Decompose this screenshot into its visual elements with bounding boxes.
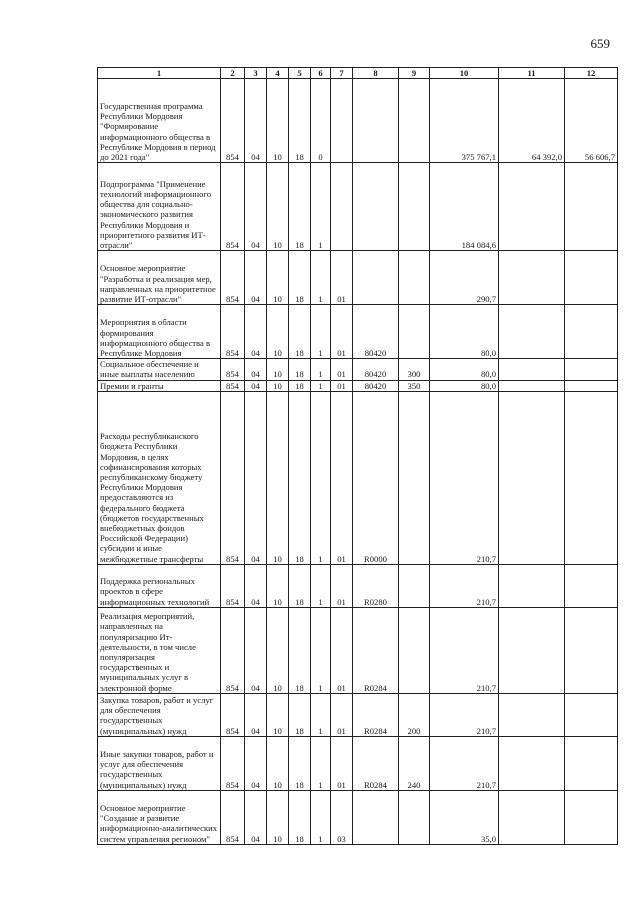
cell-col-3: 04 [245, 251, 267, 305]
table-row [98, 305, 618, 359]
cell-col-3: 04 [245, 79, 267, 163]
cell-col-8 [353, 163, 399, 251]
cell-col-12 [565, 564, 618, 607]
cell-col-9 [399, 564, 430, 607]
cell-col-7: 01 [331, 305, 353, 359]
cell-col-2: 854 [221, 790, 245, 844]
table-row [98, 564, 618, 607]
cell-col-2: 854 [221, 79, 245, 163]
cell-col-9 [399, 305, 430, 359]
cell-col-12: 56 606,7 [565, 79, 618, 163]
cell-col-10: 210,7 [430, 736, 499, 790]
table-row [98, 79, 618, 163]
cell-col-4: 10 [267, 391, 289, 564]
column-header-10: 10 [430, 68, 499, 79]
cell-col-2: 854 [221, 607, 245, 693]
cell-col-3: 04 [245, 790, 267, 844]
cell-col-4: 10 [267, 251, 289, 305]
column-header-1: 1 [98, 68, 221, 79]
cell-col-10: 35,0 [430, 790, 499, 844]
column-header-3: 3 [245, 68, 267, 79]
cell-col-6: 1 [311, 380, 331, 391]
cell-col-12 [565, 607, 618, 693]
cell-col-3: 04 [245, 163, 267, 251]
cell-col-4: 10 [267, 736, 289, 790]
row-name-cell: Основное мероприятие "Разработка и реализация мер, направленных на приоритетное развитие ИТ-отрасли" [98, 251, 221, 305]
cell-col-11: 64 392,0 [499, 79, 565, 163]
cell-col-10: 80,0 [430, 380, 499, 391]
cell-col-4: 10 [267, 380, 289, 391]
cell-col-8: R0284 [353, 736, 399, 790]
cell-col-2: 854 [221, 305, 245, 359]
row-name-cell: Основное мероприятие "Создание и развитие информационно-аналитических систем управления регионом" [98, 790, 221, 844]
cell-col-2: 854 [221, 380, 245, 391]
cell-col-5: 18 [289, 790, 311, 844]
cell-col-7: 01 [331, 359, 353, 380]
cell-col-4: 10 [267, 359, 289, 380]
cell-col-5: 18 [289, 607, 311, 693]
cell-col-5: 18 [289, 251, 311, 305]
cell-col-7: 01 [331, 251, 353, 305]
row-name-cell: Реализация мероприятий, направленных на популяризацию Ит-деятельности, в том числе популяризация государственных и муниципальных услуг в электронной форме [98, 607, 221, 693]
page-number: 659 [590, 36, 610, 51]
cell-col-7: 01 [331, 736, 353, 790]
cell-col-11 [499, 693, 565, 736]
cell-col-10: 375 767,1 [430, 79, 499, 163]
cell-col-7 [331, 79, 353, 163]
cell-col-7: 01 [331, 391, 353, 564]
cell-col-6: 1 [311, 736, 331, 790]
cell-col-10: 290,7 [430, 251, 499, 305]
cell-col-3: 04 [245, 607, 267, 693]
cell-col-12 [565, 251, 618, 305]
cell-col-10: 210,7 [430, 607, 499, 693]
table-row [98, 391, 618, 564]
column-header-12: 12 [565, 68, 618, 79]
table-row [98, 251, 618, 305]
cell-col-4: 10 [267, 564, 289, 607]
header-row [98, 68, 618, 79]
cell-col-11 [499, 607, 565, 693]
cell-col-7 [331, 163, 353, 251]
column-header-6: 6 [311, 68, 331, 79]
cell-col-5: 18 [289, 359, 311, 380]
cell-col-2: 854 [221, 736, 245, 790]
cell-col-3: 04 [245, 305, 267, 359]
cell-col-5: 18 [289, 305, 311, 359]
cell-col-10: 210,7 [430, 693, 499, 736]
row-name-cell: Закупка товаров, работ и услуг для обеспечения государственных (муниципальных) нужд [98, 693, 221, 736]
cell-col-5: 18 [289, 693, 311, 736]
cell-col-9 [399, 79, 430, 163]
cell-col-4: 10 [267, 693, 289, 736]
table-row [98, 693, 618, 736]
cell-col-7: 03 [331, 790, 353, 844]
cell-col-10: 210,7 [430, 564, 499, 607]
cell-col-8: R0000 [353, 391, 399, 564]
cell-col-8: R0284 [353, 693, 399, 736]
column-header-5: 5 [289, 68, 311, 79]
cell-col-6: 1 [311, 305, 331, 359]
cell-col-5: 18 [289, 79, 311, 163]
cell-col-5: 18 [289, 380, 311, 391]
cell-col-12 [565, 693, 618, 736]
cell-col-2: 854 [221, 163, 245, 251]
cell-col-10: 80,0 [430, 305, 499, 359]
cell-col-9: 300 [399, 359, 430, 380]
cell-col-10: 210,7 [430, 391, 499, 564]
row-name-cell: Подпрограмма "Применение технологий информационного общества для социально-экономического развития Республики Мордовия и приоритетного развития ИТ-отрасли" [98, 163, 221, 251]
budget-table [97, 67, 618, 845]
cell-col-6: 1 [311, 163, 331, 251]
column-header-9: 9 [399, 68, 430, 79]
cell-col-8 [353, 251, 399, 305]
cell-col-9 [399, 607, 430, 693]
column-header-2: 2 [221, 68, 245, 79]
cell-col-8: 80420 [353, 380, 399, 391]
cell-col-10: 80,0 [430, 359, 499, 380]
cell-col-12 [565, 790, 618, 844]
column-header-8: 8 [353, 68, 399, 79]
cell-col-8: 80420 [353, 359, 399, 380]
cell-col-4: 10 [267, 790, 289, 844]
cell-col-9 [399, 790, 430, 844]
row-name-cell: Государственная программа Республики Мордовия "Формирование информационного общества в Республике Мордовия в период до 2021 года" [98, 79, 221, 163]
cell-col-12 [565, 736, 618, 790]
row-name-cell: Социальное обеспечение и иные выплаты населению [98, 359, 221, 380]
row-name-cell: Расходы республиканского бюджета Республики Мордовия, в целях софинансирования которых республиканскому бюджету Республики Мордовия предоставляются из федерального бюджета (бюджетов государственных внебюджетных фондов Российской Федерации) субсидии и иные межбюджетные трансферты [98, 391, 221, 564]
cell-col-4: 10 [267, 607, 289, 693]
cell-col-8 [353, 79, 399, 163]
table-row [98, 736, 618, 790]
cell-col-9 [399, 391, 430, 564]
cell-col-12 [565, 163, 618, 251]
table-row [98, 380, 618, 391]
cell-col-11 [499, 305, 565, 359]
cell-col-2: 854 [221, 359, 245, 380]
cell-col-11 [499, 163, 565, 251]
cell-col-11 [499, 380, 565, 391]
cell-col-8: 80420 [353, 305, 399, 359]
cell-col-11 [499, 790, 565, 844]
cell-col-12 [565, 359, 618, 380]
cell-col-5: 18 [289, 163, 311, 251]
row-name-cell: Премии и гранты [98, 380, 221, 391]
column-header-7: 7 [331, 68, 353, 79]
cell-col-8 [353, 790, 399, 844]
cell-col-3: 04 [245, 380, 267, 391]
cell-col-2: 854 [221, 693, 245, 736]
cell-col-9 [399, 163, 430, 251]
cell-col-8: R0284 [353, 607, 399, 693]
cell-col-11 [499, 391, 565, 564]
column-header-11: 11 [499, 68, 565, 79]
cell-col-10: 184 084,6 [430, 163, 499, 251]
cell-col-5: 18 [289, 736, 311, 790]
cell-col-3: 04 [245, 736, 267, 790]
cell-col-6: 1 [311, 391, 331, 564]
cell-col-12 [565, 305, 618, 359]
row-name-cell: Поддержка региональных проектов в сфере информационных технологий [98, 564, 221, 607]
cell-col-4: 10 [267, 305, 289, 359]
table-body [98, 79, 618, 845]
cell-col-12 [565, 380, 618, 391]
cell-col-9 [399, 251, 430, 305]
cell-col-3: 04 [245, 564, 267, 607]
cell-col-11 [499, 359, 565, 380]
table-row [98, 359, 618, 380]
cell-col-7: 01 [331, 380, 353, 391]
cell-col-6: 1 [311, 359, 331, 380]
table-row [98, 790, 618, 844]
cell-col-4: 10 [267, 163, 289, 251]
cell-col-11 [499, 564, 565, 607]
row-name-cell: Иные закупки товаров, работ и услуг для обеспечения государственных (муниципальных) нужд [98, 736, 221, 790]
cell-col-7: 01 [331, 564, 353, 607]
cell-col-12 [565, 391, 618, 564]
cell-col-11 [499, 251, 565, 305]
cell-col-7: 01 [331, 607, 353, 693]
cell-col-3: 04 [245, 693, 267, 736]
cell-col-2: 854 [221, 251, 245, 305]
cell-col-11 [499, 736, 565, 790]
cell-col-6: 1 [311, 790, 331, 844]
cell-col-6: 1 [311, 693, 331, 736]
cell-col-5: 18 [289, 391, 311, 564]
cell-col-2: 854 [221, 564, 245, 607]
cell-col-6: 1 [311, 564, 331, 607]
cell-col-8: R0280 [353, 564, 399, 607]
cell-col-6: 1 [311, 607, 331, 693]
cell-col-3: 04 [245, 359, 267, 380]
cell-col-2: 854 [221, 391, 245, 564]
cell-col-9: 240 [399, 736, 430, 790]
cell-col-6: 1 [311, 251, 331, 305]
cell-col-5: 18 [289, 564, 311, 607]
table-row [98, 163, 618, 251]
column-header-4: 4 [267, 68, 289, 79]
cell-col-3: 04 [245, 391, 267, 564]
table-row [98, 607, 618, 693]
cell-col-4: 10 [267, 79, 289, 163]
cell-col-7: 01 [331, 693, 353, 736]
row-name-cell: Мероприятия в области формирования информационного общества в Республике Мордовия [98, 305, 221, 359]
cell-col-9: 350 [399, 380, 430, 391]
cell-col-6: 0 [311, 79, 331, 163]
cell-col-9: 200 [399, 693, 430, 736]
